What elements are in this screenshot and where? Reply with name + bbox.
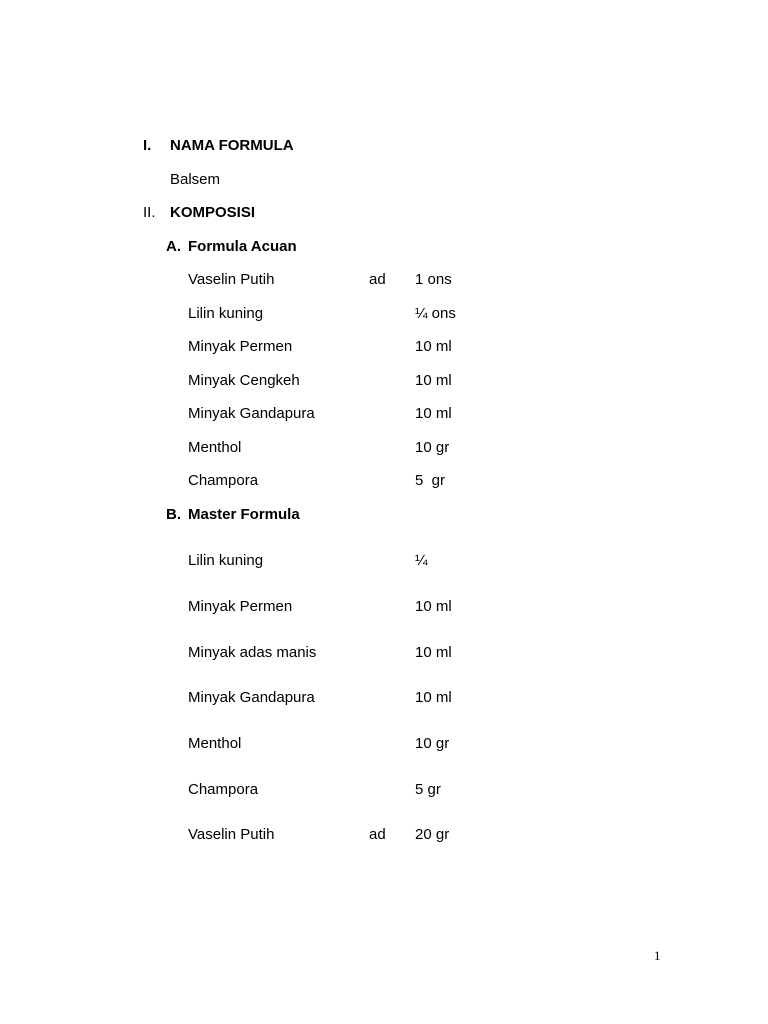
ingredient-name: Minyak Permen	[188, 598, 293, 615]
ingredient-quantity: 10 gr	[415, 735, 450, 752]
ingredient-quantity: 10 ml	[415, 689, 452, 706]
section-1-content: Balsem	[170, 171, 221, 188]
ingredient-name: Champora	[188, 472, 259, 489]
ingredient-quantity: 5 gr	[415, 472, 446, 489]
ingredient-quantity: 10 ml	[415, 598, 452, 615]
ingredient-name: Minyak Permen	[188, 338, 293, 355]
sub-a-title: Formula Acuan	[188, 238, 297, 255]
section-1-title: NAMA FORMULA	[170, 137, 294, 154]
ingredient-name: Champora	[188, 781, 259, 798]
ingredient-name: Lilin kuning	[188, 305, 264, 322]
sub-b-title: Master Formula	[188, 506, 300, 523]
ingredient-quantity: 20 gr	[415, 826, 450, 843]
ingredient-quantity: ¼	[415, 552, 428, 569]
ingredient-modifier: ad	[369, 826, 386, 843]
ingredient-quantity: 10 ml	[415, 338, 452, 355]
ingredient-quantity: 10 ml	[415, 644, 452, 661]
ingredient-name: Minyak Gandapura	[188, 405, 315, 422]
ingredient-name: Minyak adas manis	[188, 644, 317, 661]
ingredient-quantity: ¼ ons	[415, 305, 456, 322]
ingredient-name: Lilin kuning	[188, 552, 264, 569]
ingredient-name: Vaselin Putih	[188, 271, 275, 288]
ingredient-quantity: 5 gr	[415, 781, 441, 798]
ingredient-name: Menthol	[188, 735, 242, 752]
ingredient-name: Minyak Gandapura	[188, 689, 315, 706]
section-2-title: KOMPOSISI	[170, 204, 256, 221]
sub-a-label: A.	[166, 238, 181, 255]
page-number: 1	[654, 948, 661, 963]
ingredient-quantity: 1 ons	[415, 271, 452, 288]
ingredient-name: Vaselin Putih	[188, 826, 275, 843]
ingredient-name: Menthol	[188, 439, 242, 456]
ingredient-quantity: 10 ml	[415, 372, 452, 389]
sub-b-label: B.	[166, 506, 181, 523]
section-2-numeral: II.	[143, 204, 156, 221]
ingredient-quantity: 10 ml	[415, 405, 452, 422]
section-1-numeral: I.	[143, 137, 152, 154]
ingredient-modifier: ad	[369, 271, 386, 288]
ingredient-quantity: 10 gr	[415, 439, 450, 456]
ingredient-name: Minyak Cengkeh	[188, 372, 300, 389]
